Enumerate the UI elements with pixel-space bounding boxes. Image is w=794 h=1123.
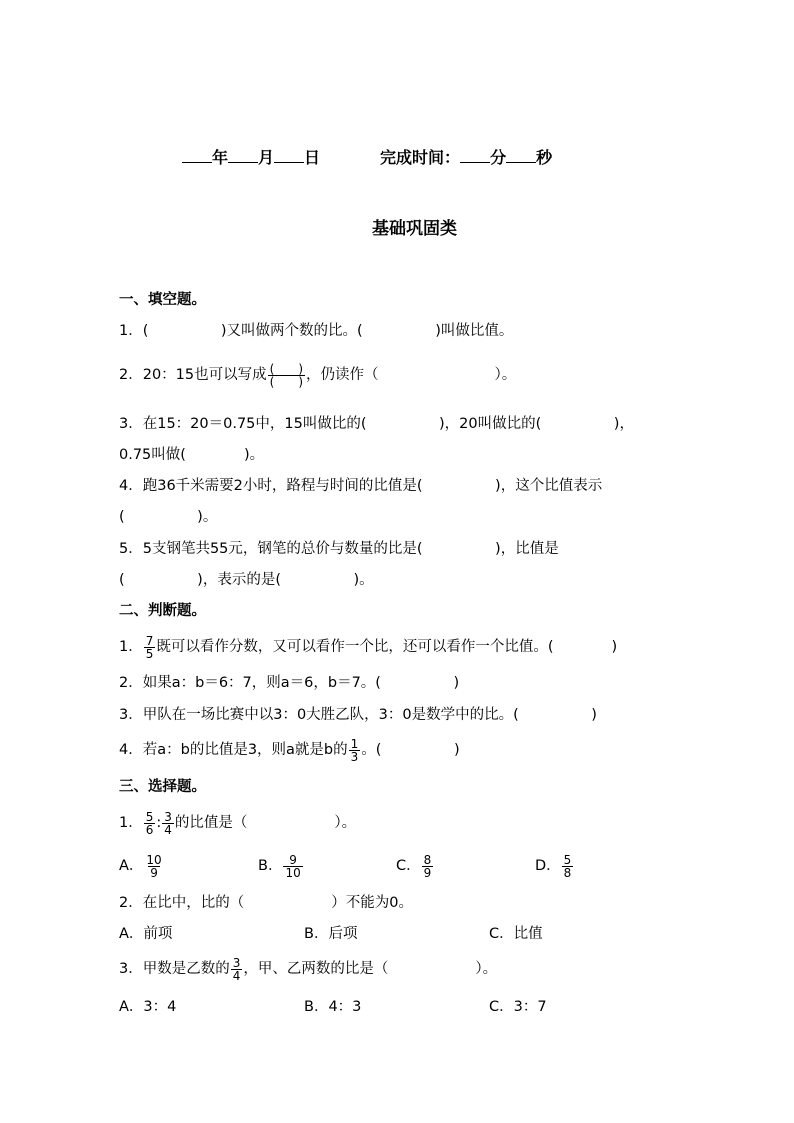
second-label: 秒 [536, 148, 553, 167]
choice-q1 [119, 806, 356, 840]
choice-q2: 2．在比中，比的（ ）不能为0。 [119, 895, 413, 911]
option-b[interactable]: B．后项 [304, 926, 358, 942]
fraction-numerator: 9 [289, 852, 297, 867]
fraction-numerator: 10 [146, 852, 162, 867]
fraction-numerator: 7 [145, 633, 154, 648]
option-d[interactable] [535, 849, 574, 883]
month-label: 月 [258, 148, 275, 167]
fill-q2 [119, 357, 516, 393]
fill-q1: 1．( )又叫做两个数的比。( )叫做比值。 [119, 323, 514, 339]
fill-q3-line1: 3．在15：20＝0.75中，15叫做比的( )，20叫做比的( )， [119, 416, 634, 432]
option-label: B． [258, 858, 283, 874]
minute-blank [460, 148, 490, 163]
year-label: 年 [212, 148, 229, 167]
section-choice-heading: 三、选择题。 [119, 779, 206, 795]
ratio-colon: : [156, 815, 162, 831]
fraction-denominator: 6 [145, 822, 154, 837]
fraction-numerator: 1 [350, 736, 359, 751]
option-a[interactable] [119, 849, 165, 883]
fraction-numerator: 8 [423, 852, 432, 867]
option-b[interactable] [258, 849, 304, 883]
fraction-numerator: ( ) [269, 361, 304, 376]
section-judge-heading: 二、判断题。 [119, 603, 206, 619]
judge-q4 [119, 733, 460, 767]
judge-q4-text-b: 。( ) [361, 742, 460, 758]
fill-q5-line1: 5．5支钢笔共55元，钢笔的总价与数量的比是( )，比值是 [119, 541, 559, 557]
option-a[interactable]: A．前项 [119, 926, 173, 942]
fraction-denominator: 3 [350, 749, 359, 764]
option-label: A． [119, 858, 144, 874]
option-c[interactable]: C．3：7 [489, 999, 547, 1015]
option-fraction [422, 854, 434, 879]
option-b[interactable]: B．4：3 [304, 999, 362, 1015]
second-blank [506, 148, 536, 163]
fill-q2-text-a: 2．20：15也可以写成 [119, 367, 267, 383]
choice-q3-fraction [231, 957, 243, 982]
choice-q1-text: 的比值是（ ）。 [174, 815, 357, 831]
fraction-denominator: 4 [164, 822, 172, 837]
time-label: 完成时间： [380, 148, 461, 167]
fraction-denominator: 8 [563, 865, 572, 880]
choice-q1-number: 1． [119, 815, 143, 831]
choice-q3-text-a: 3．甲数是乙数的 [119, 961, 230, 977]
choice-q1-fraction-a [144, 811, 156, 836]
choice-q3 [119, 952, 497, 986]
choice-q3-text-b: ，甲、乙两数的比是（ ）。 [243, 961, 498, 977]
judge-q2: 2．如果a：b＝6：7，则a＝6，b＝7。( ) [119, 675, 460, 691]
fill-q2-text-b: ，仍读作（ ）。 [306, 367, 517, 383]
fraction-denominator: 4 [232, 968, 241, 983]
minute-label: 分 [490, 148, 507, 167]
fill-q4-line1: 4．跑36千米需要2小时，路程与时间的比值是( )，这个比值表示 [119, 478, 603, 494]
fraction-numerator: 3 [164, 809, 172, 824]
year-blank [182, 148, 212, 163]
option-fraction [283, 854, 302, 879]
choice-q1-fraction-b [162, 811, 174, 836]
option-a[interactable]: A．3：4 [119, 999, 177, 1015]
fraction-numerator: 3 [232, 955, 241, 970]
day-blank [274, 148, 304, 163]
option-label: D． [535, 858, 561, 874]
option-fraction [144, 854, 163, 879]
fraction-denominator: 9 [150, 865, 158, 880]
month-blank [228, 148, 258, 163]
fill-q3-line2: 0.75叫做( )。 [119, 447, 265, 463]
fraction-denominator: 5 [145, 646, 154, 661]
judge-q3: 3．甲队在一场比赛中以3：0大胜乙队，3：0是数学中的比。( ) [119, 707, 597, 723]
fraction-numerator: 5 [145, 809, 154, 824]
option-fraction [562, 854, 574, 879]
fraction-numerator: 5 [563, 852, 572, 867]
option-c[interactable]: C．比值 [489, 926, 543, 942]
day-label: 日 [304, 148, 321, 167]
date-time-header [182, 148, 552, 168]
fill-q2-fraction [268, 363, 305, 388]
judge-q1-number: 1． [119, 639, 143, 655]
fraction-denominator: 10 [285, 865, 301, 880]
fill-q4-line2: ( )。 [119, 509, 218, 525]
judge-q4-fraction [349, 738, 361, 763]
judge-q1-fraction [144, 635, 156, 660]
fraction-denominator: ( ) [269, 374, 304, 389]
option-c[interactable] [396, 849, 434, 883]
judge-q1-text: 既可以看作分数，又可以看作一个比，还可以看作一个比值。( ) [156, 639, 618, 655]
option-label: C． [396, 858, 421, 874]
judge-q4-text-a: 4．若a：b的比值是3，则a就是b的 [119, 742, 348, 758]
fill-q5-line2: ( )，表示的是( )。 [119, 572, 374, 588]
section-fill-blank-heading: 一、填空题。 [119, 292, 206, 308]
fraction-denominator: 9 [423, 865, 432, 880]
judge-q1 [119, 630, 617, 664]
page-title: 基础巩固类 [372, 219, 457, 239]
